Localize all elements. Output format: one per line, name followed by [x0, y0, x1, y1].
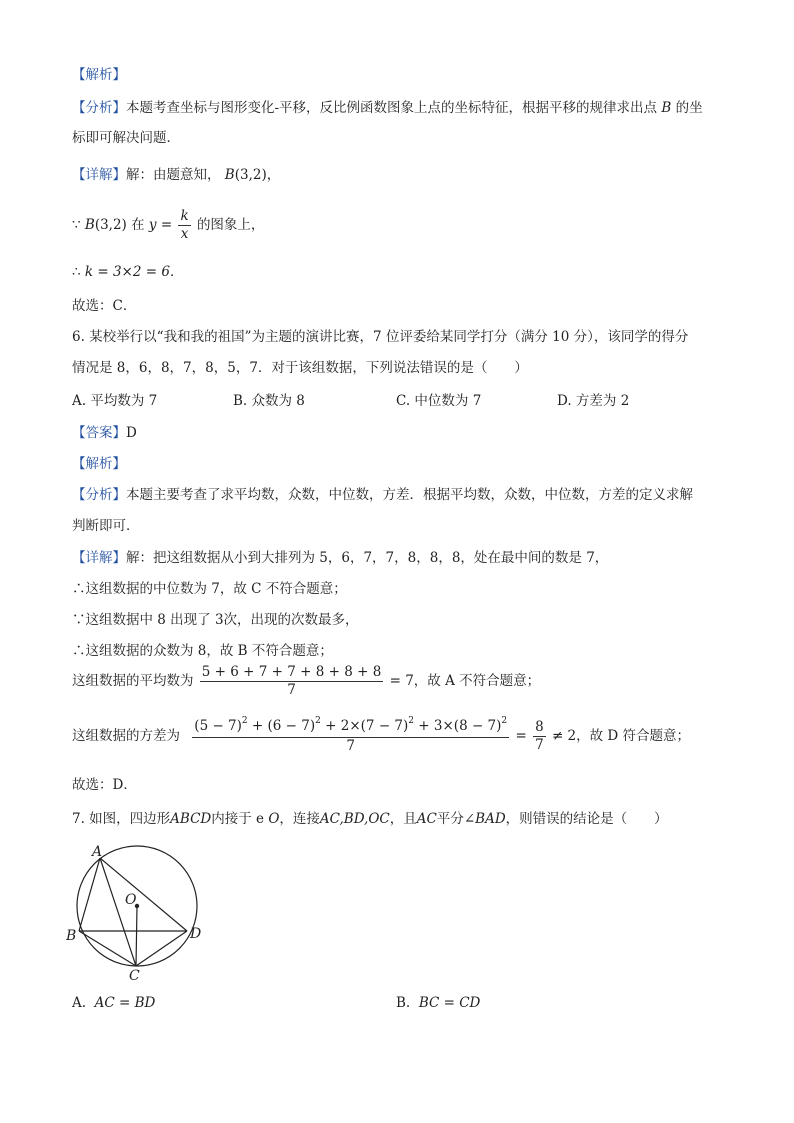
q6-option-b: B. 众数为 8	[233, 393, 305, 409]
q6-option-d: D. 方差为 2	[557, 393, 630, 409]
q5-analysis-line1: 【分析】本题考查坐标与图形变化-平移，反比例函数图象上点的坐标特征，根据平移的规律求出点 B 的坐	[72, 100, 703, 116]
q7-option-a: A. AC = BD	[72, 995, 156, 1011]
label-a: A	[92, 844, 103, 860]
q5-detail-line3: ∴ k = 3×2 = 6．	[72, 264, 184, 280]
segment-ad	[100, 858, 187, 931]
variance-fraction: $\frac{(5 - 7)^2 + (6 - 7)^2 + 2\times(7 - 7)^2 + 3\times(8 - 7)^2}{7}$	[194, 716, 508, 754]
fraction-k-over-x: $\frac{k}{x}$	[180, 208, 189, 242]
q5-detail-line2: ∵ B(3,2) 在 y = $\frac{k}{x}$ 的图象上，	[72, 208, 265, 242]
q5-detail-line1: 【详解】解：由题意知， B(3,2)，	[72, 167, 281, 183]
q6-stem-line1: 6. 某校举行以“我和我的祖国”为主题的演讲比赛，7 位评委给某同学打分（满分 10 分），该同学的得分	[72, 329, 689, 345]
circle-quadrilateral-figure	[66, 842, 216, 982]
q7-option-b: B. BC = CD	[396, 995, 481, 1011]
q6-analysis-line1: 【分析】本题主要考查了求平均数，众数，中位数，方差．根据平均数，众数，中位数，方差的定义求解	[72, 487, 693, 503]
q6-stem-line2: 情况是 8，6，8，7，8，5，7．对于该组数据，下列说法错误的是（ ）	[72, 360, 528, 376]
label-b: B	[66, 928, 77, 944]
q6-option-c: C. 中位数为 7	[396, 393, 482, 409]
q6-variance-line: 这组数据的方差为 $\frac{(5 - 7)^2 + (6 - 7)^2 + 2\times(7 - 7)^2 + 3\times(8 - 7)^2}{7}$ = $\frac{8}{7}$ ≠ 2，故 D 符合题意；	[72, 716, 691, 754]
q6-detail-line1: 【详解】解：把这组数据从小到大排列为 5，6，7，7，8，8，8，处在最中间的数是 7，	[72, 550, 609, 566]
q6-count-line: ∵这组数据中 8 出现了 3次，出现的次数最多，	[72, 612, 359, 628]
mean-fraction: $\frac{5 + 6 + 7 + 7 + 8 + 8 + 8}{7}$	[201, 664, 382, 698]
q5-analysis-line2: 标即可解决问题．	[72, 130, 180, 146]
detail-tag: 【详解】	[72, 167, 126, 183]
answer-tag: 【答案】	[72, 425, 126, 441]
q6-analysis-heading: 【解析】	[72, 456, 126, 472]
q6-answer: 故选：D．	[72, 777, 137, 793]
q6-option-a: A. 平均数为 7	[72, 393, 158, 409]
q6-mode-line: ∴这组数据的众数为 8，故 B 不符合题意；	[72, 643, 333, 659]
label-o: O	[125, 892, 137, 908]
result-fraction: $\frac{8}{7}$	[535, 719, 544, 753]
segment-bc	[79, 931, 136, 966]
segment-ac	[100, 858, 136, 966]
q7-stem: 7. 如图，四边形ABCD内接于 e O，连接AC,BD,OC，且AC平分∠BAD，则错误的结论是（ ）	[72, 811, 668, 827]
q6-answer-line: 【答案】D	[72, 425, 137, 441]
segment-oc	[136, 906, 137, 966]
q6-mean-line: 这组数据的平均数为 $\frac{5 + 6 + 7 + 7 + 8 + 8 + 8}{7}$ = 7，故 A 不符合题意；	[72, 664, 541, 698]
label-d: D	[190, 926, 202, 942]
q6-analysis-line2: 判断即可．	[72, 518, 140, 534]
analysis-heading: 【解析】	[72, 67, 126, 83]
q5-answer: 故选：C．	[72, 298, 137, 314]
analysis-tag: 【分析】	[72, 100, 126, 116]
label-c: C	[129, 968, 140, 982]
q6-median-line: ∴这组数据的中位数为 7，故 C 不符合题意；	[72, 581, 347, 597]
